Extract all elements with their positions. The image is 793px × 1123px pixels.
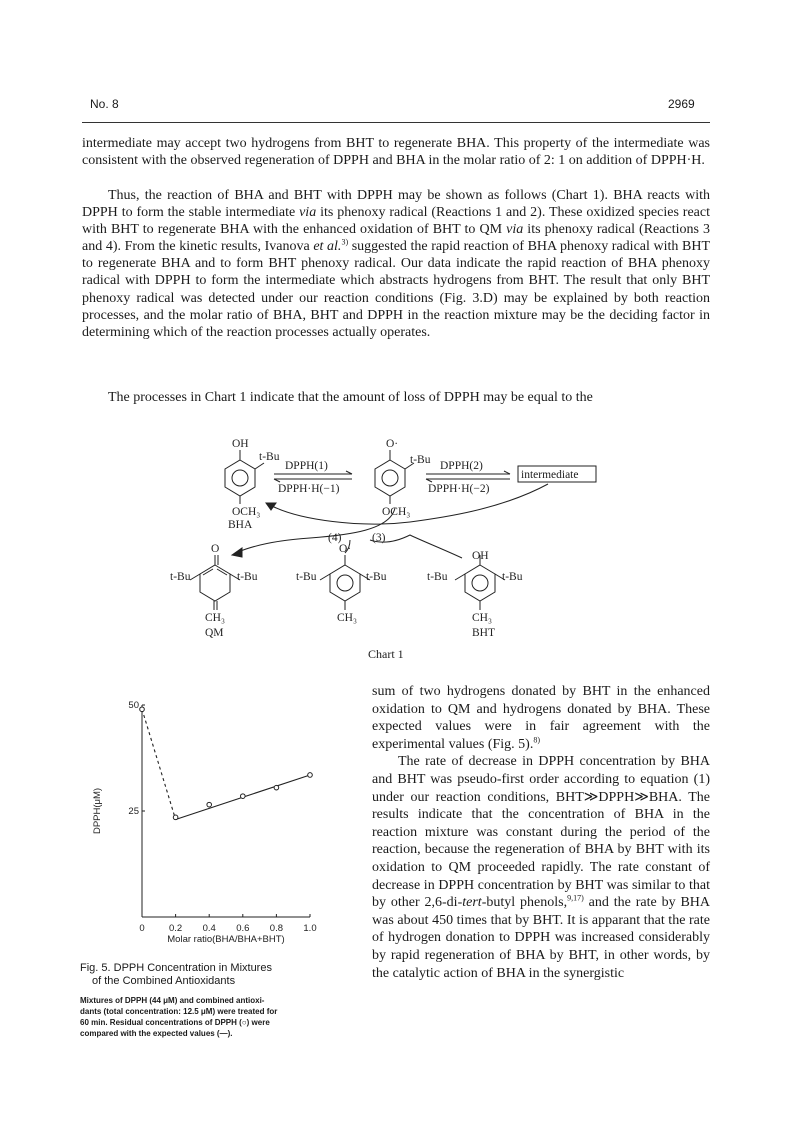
qm-quinone-ring: [200, 565, 230, 601]
data-point: [140, 707, 145, 712]
data-point: [173, 815, 178, 820]
bha-benzene-ring: [225, 460, 255, 496]
reaction-label: DPPH·H(−2): [428, 483, 490, 495]
chem-label: OH: [472, 550, 489, 562]
via-term: via: [506, 222, 524, 238]
right-paragraph-2-text-c: and the rate by BHA was about 450 times that by BHT. It is apparant that the rate of hydrogen donation to DPPH was increased considerably by rapid regeneration of BHA by BHT, in other words, by the catalytic action of BHA in the synergistic: [372, 895, 710, 981]
right-paragraph-2-text-a: The rate of decrease in DPPH concentration by BHA and BHT was pseudo-first order according to equation (1) under our reaction conditions, BHT≫DPPH≫BHA. The results indicate that the concentration of BHA in the reaction mixture was constant during the period of the reaction, because the regeneration of BHA by BHT with its oxidation to QM proceeded rapidly. The rate constant of decrease in DPPH concentration by BHT was similar to that by other 2,6-di-: [372, 754, 710, 911]
figure-5-chart: [80, 695, 340, 955]
paragraph-2-text-b: its phenoxy radical (Reactions 1 and 2). These oxidized species react with BHT to regenerate BHA with the enhanced oxidation of BHT to QM: [82, 205, 710, 238]
chem-label: BHA: [228, 519, 253, 531]
return-curve: [238, 508, 395, 552]
expected-line-dashed: [142, 709, 176, 819]
bht-benzene-ring: [465, 565, 495, 601]
figure-5-note-line: compared with the expected values (—).: [80, 1029, 233, 1038]
figure-5-note-line: 60 min. Residual concentrations of DPPH (○) were: [80, 1018, 270, 1027]
chem-label: t-Bu: [410, 454, 431, 466]
data-point: [241, 794, 246, 799]
reference-mark: 8): [533, 735, 541, 745]
chem-label: t-Bu: [366, 571, 387, 583]
chem-label: QM: [205, 627, 224, 639]
tert-term: tert: [462, 895, 482, 911]
reference-mark: 9,17): [567, 893, 584, 903]
chart-1-caption: Chart 1: [368, 647, 404, 661]
right-paragraph-2-text-b: -butyl phenols,: [481, 895, 568, 911]
data-point: [274, 785, 279, 790]
chem-label: O·: [386, 438, 399, 450]
reaction-number: (4): [328, 532, 342, 544]
reaction-label: DPPH(1): [285, 460, 328, 472]
chem-label: O·: [339, 543, 352, 555]
x-tick-label: 0.8: [269, 923, 284, 934]
data-point: [308, 773, 313, 778]
y-axis-label: DPPH(μM): [92, 787, 103, 835]
reaction-label: DPPH(2): [440, 460, 483, 472]
figure-5-note: [80, 995, 350, 1039]
paragraph-2-text-d: suggested the rapid reaction of BHA phenoxy radical with BHT to regenerate BHA and to form BHT phenoxy radical. Our data indicate the rapid reaction of BHA phenoxy radical with DPPH to form the intermediate which abstracts hydrogens from BHT. The result that only BHT phenoxy radical was detected under our reaction conditions (Fig. 3.D) may be explained by both reaction processes, and the molar ratio of BHA, BHT and DPPH in the reaction mixture may be the deciding factor in determining which of the reaction processes actually operates.: [82, 239, 710, 340]
chem-label: CH₃: [337, 612, 357, 624]
chem-label: t-Bu: [259, 451, 280, 463]
chem-label: CH₃: [472, 612, 492, 624]
figure-5-caption: [80, 962, 350, 988]
chem-label: OCH₃: [232, 506, 261, 518]
y-tick-label: 25: [128, 806, 139, 817]
figure-5-caption-line-2: of the Combined Antioxidants: [92, 975, 236, 987]
bha-radical-benzene-ring: [375, 460, 405, 496]
figure-5-note-line: dants (total concentration: 12.5 μM) were treated for: [80, 1007, 278, 1016]
figure-5-note-line: Mixtures of DPPH (44 μM) and combined antioxi-: [80, 996, 265, 1005]
chem-label: t-Bu: [502, 571, 523, 583]
chem-label: CH₃: [205, 612, 225, 624]
x-tick-label: 0.6: [236, 923, 250, 934]
intermediate-label: intermediate: [521, 469, 579, 481]
chem-label: t-Bu: [427, 571, 448, 583]
paragraph-2-text-c: its phenoxy radical (Reactions 3 and 4). From the kinetic results, Ivanova: [82, 222, 710, 255]
chem-label: t-Bu: [296, 571, 317, 583]
bht-radical-benzene-ring: [330, 565, 360, 601]
et-al-term: et al.: [313, 239, 342, 255]
x-axis-label: Molar ratio(BHA/BHA+BHT): [167, 934, 285, 945]
right-paragraph-1: sum of two hydrogens donated by BHT in the enhanced oxidation to QM and hydrogens donated by BHA. These expected values were in fair agreement with the experimental values (Fig. 5).: [372, 684, 710, 752]
page-number: 2969: [668, 97, 695, 111]
chem-label: OCH₃: [382, 506, 411, 518]
journal-issue-number: No. 8: [90, 97, 119, 111]
chem-label: t-Bu: [170, 571, 191, 583]
reaction-label: DPPH·H(−1): [278, 483, 340, 495]
x-tick-label: 0.4: [202, 923, 216, 934]
chem-label: OH: [232, 438, 249, 450]
reference-mark: 3): [341, 237, 349, 247]
paragraph-3: The processes in Chart 1 indicate that the amount of loss of DPPH may be equal to the: [108, 390, 593, 405]
data-point: [207, 802, 212, 807]
chem-label: BHT: [472, 627, 495, 639]
paragraph-2-text-a: Thus, the reaction of BHA and BHT with DPPH may be shown as follows (Chart 1). BHA reacts with DPPH to form the stable intermediate: [82, 188, 710, 221]
via-term: via: [299, 205, 317, 221]
reaction-number: (3): [372, 532, 386, 544]
right-column-text: [372, 683, 710, 982]
paragraph-1: intermediate may accept two hydrogens from BHT to regenerate BHA. This property of the intermediate was consistent with the observed regeneration of DPPH and BHA in the molar ratio of 2: 1 on addition of DPPH·H.: [82, 136, 710, 169]
figure-5-caption-line-1: Fig. 5. DPPH Concentration in Mixtures: [80, 962, 272, 974]
x-tick-label: 0.2: [168, 923, 183, 934]
chem-label: t-Bu: [237, 571, 258, 583]
x-tick-label: 1.0: [303, 923, 317, 934]
chem-label: O: [211, 543, 220, 555]
y-tick-label: 50: [128, 700, 139, 711]
x-tick-label: 0: [139, 923, 145, 934]
